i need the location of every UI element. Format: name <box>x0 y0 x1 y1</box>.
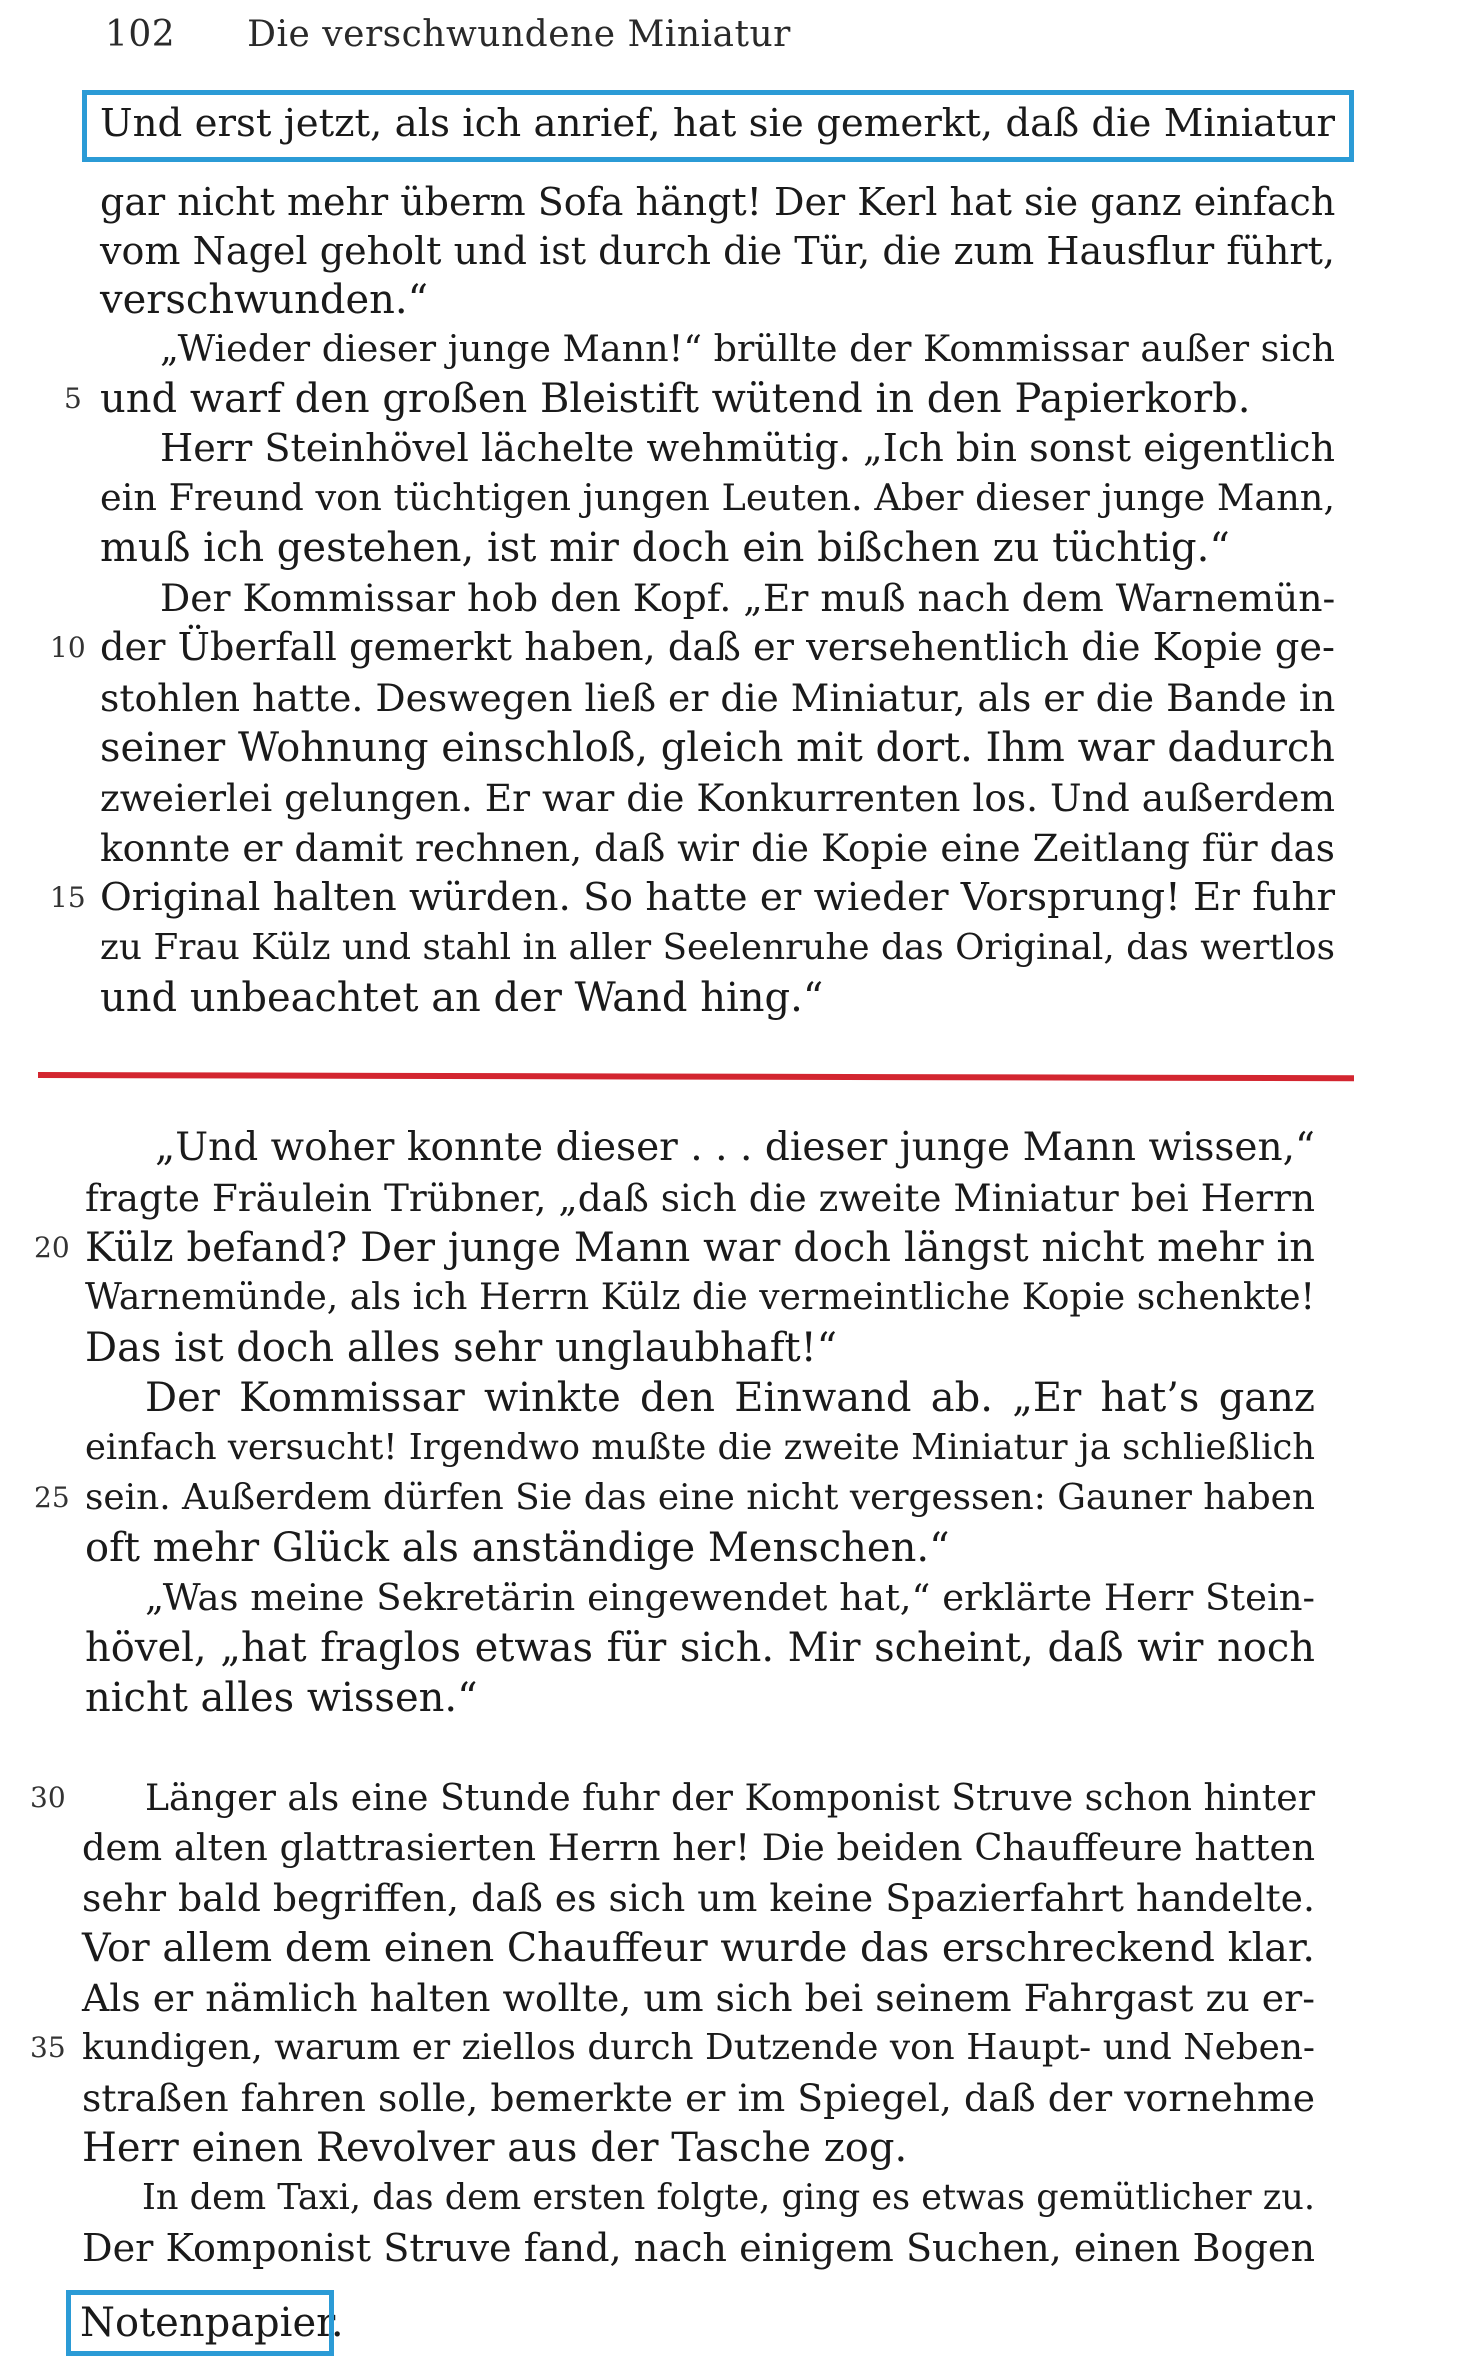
running-title: Die verschwundene Miniatur <box>247 14 791 55</box>
text-line: der Überfall gemerkt haben, daß er versehentlich die Kopie ge- <box>100 625 1335 670</box>
highlight-box-bottom <box>66 2290 334 2356</box>
text-line: Der Kommissar hob den Kopf. „Er muß nach dem Warnemün- <box>160 576 1336 620</box>
text-line: straßen fahren solle, bemerkte er im Spiegel, daß der vornehme <box>82 2076 1315 2120</box>
text-line: vom Nagel geholt und ist durch die Tür, die zum Hausflur führt, <box>100 229 1335 273</box>
page-number: 102 <box>105 14 176 55</box>
text-line: dem alten glattrasierten Herrn her! Die beiden Chauffeure hatten <box>82 1826 1315 1869</box>
text-line: „Und woher konnte dieser . . . dieser junge Mann wissen,“ <box>155 1125 1315 1170</box>
text-line: fragte Fräulein Trübner, „daß sich die zweite Miniatur bei Herrn <box>85 1176 1315 1220</box>
text-line: und warf den großen Bleistift wütend in den Papierkorb. <box>100 376 1251 422</box>
text-line: Das ist doch alles sehr unglaubhaft!“ <box>85 1325 838 1371</box>
text-line: Und erst jetzt, als ich anrief, hat sie gemerkt, daß die Miniatur <box>100 101 1335 146</box>
line-number: 35 <box>30 2031 66 2064</box>
line-number: 25 <box>34 1481 70 1514</box>
text-line: sein. Außerdem dürfen Sie das eine nicht vergessen: Gauner haben <box>85 1477 1315 1518</box>
text-line: Original halten würden. So hatte er wieder Vorsprung! Er fuhr <box>100 875 1335 920</box>
text-line: ein Freund von tüchtigen jungen Leuten. Aber dieser junge Mann, <box>100 476 1335 519</box>
text-line: „Wieder dieser junge Mann!“ brüllte der Kommissar außer sich <box>160 327 1335 370</box>
text-line: seiner Wohnung einschloß, gleich mit dort. Ihm war dadurch <box>100 725 1335 771</box>
line-number: 20 <box>34 1231 70 1264</box>
text-line: und unbeachtet an der Wand hing.“ <box>100 975 824 1021</box>
text-line: einfach versucht! Irgendwo mußte die zweite Miniatur ja schließlich <box>85 1427 1315 1468</box>
text-line: Vor allem dem einen Chauffeur wurde das erschreckend klar. <box>82 1925 1315 1971</box>
text-line: In dem Taxi, das dem ersten folgte, ging es etwas gemütlicher zu. <box>142 2177 1315 2218</box>
line-number: 30 <box>30 1781 66 1814</box>
text-line: Warnemünde, als ich Herrn Külz die vermeintliche Kopie schenkte! <box>85 1277 1315 1318</box>
text-line: Als er nämlich halten wollte, um sich bei seinem Fahrgast zu er- <box>82 1976 1315 2020</box>
text-line: gar nicht mehr überm Sofa hängt! Der Kerl hat sie ganz einfach <box>100 180 1336 224</box>
text-line: Der Komponist Struve fand, nach einigem Suchen, einen Bogen <box>82 2226 1315 2270</box>
text-line: muß ich gestehen, ist mir doch ein bißchen zu tüchtig.“ <box>100 525 1230 571</box>
section-divider <box>38 1072 1354 1081</box>
text-line: zweierlei gelungen. Er war die Konkurrenten los. Und außerdem <box>100 776 1335 820</box>
running-header <box>105 14 791 55</box>
text-line: „Was meine Sekretärin eingewendet hat,“ erklärte Herr Stein- <box>145 1576 1315 1619</box>
text-line: verschwunden.“ <box>100 277 429 323</box>
text-line: Herr Steinhövel lächelte wehmütig. „Ich bin sonst eigentlich <box>160 426 1335 470</box>
text-line: oft mehr Glück als anständige Menschen.“ <box>85 1525 950 1571</box>
text-line: stohlen hatte. Deswegen ließ er die Miniatur, als er die Bande in <box>100 676 1336 720</box>
text-line: kundigen, warum er ziellos durch Dutzende von Haupt- und Neben- <box>82 2027 1315 2068</box>
text-line: Külz befand? Der junge Mann war doch längst nicht mehr in <box>85 1225 1315 1271</box>
text-line: konnte er damit rechnen, daß wir die Kopie eine Zeitlang für das <box>100 826 1335 870</box>
line-number: 5 <box>64 382 82 415</box>
text-line: Herr einen Revolver aus der Tasche zog. <box>82 2125 908 2171</box>
line-number: 10 <box>50 631 86 664</box>
text-line: hövel, „hat fraglos etwas für sich. Mir scheint, daß wir noch <box>85 1625 1315 1671</box>
text-line: Notenpapier. <box>80 2300 344 2346</box>
text-line: Länger als eine Stunde fuhr der Komponist Struve schon hinter <box>145 1776 1316 1819</box>
line-number: 15 <box>50 881 86 914</box>
text-line: nicht alles wissen.“ <box>85 1675 478 1721</box>
text-line: Der Kommissar winkte den Einwand ab. „Er hat’s ganz <box>145 1375 1315 1421</box>
text-line: zu Frau Külz und stahl in aller Seelenruhe das Original, das wertlos <box>100 927 1335 968</box>
text-line: sehr bald begriffen, daß es sich um keine Spazierfahrt handelte. <box>82 1876 1315 1920</box>
